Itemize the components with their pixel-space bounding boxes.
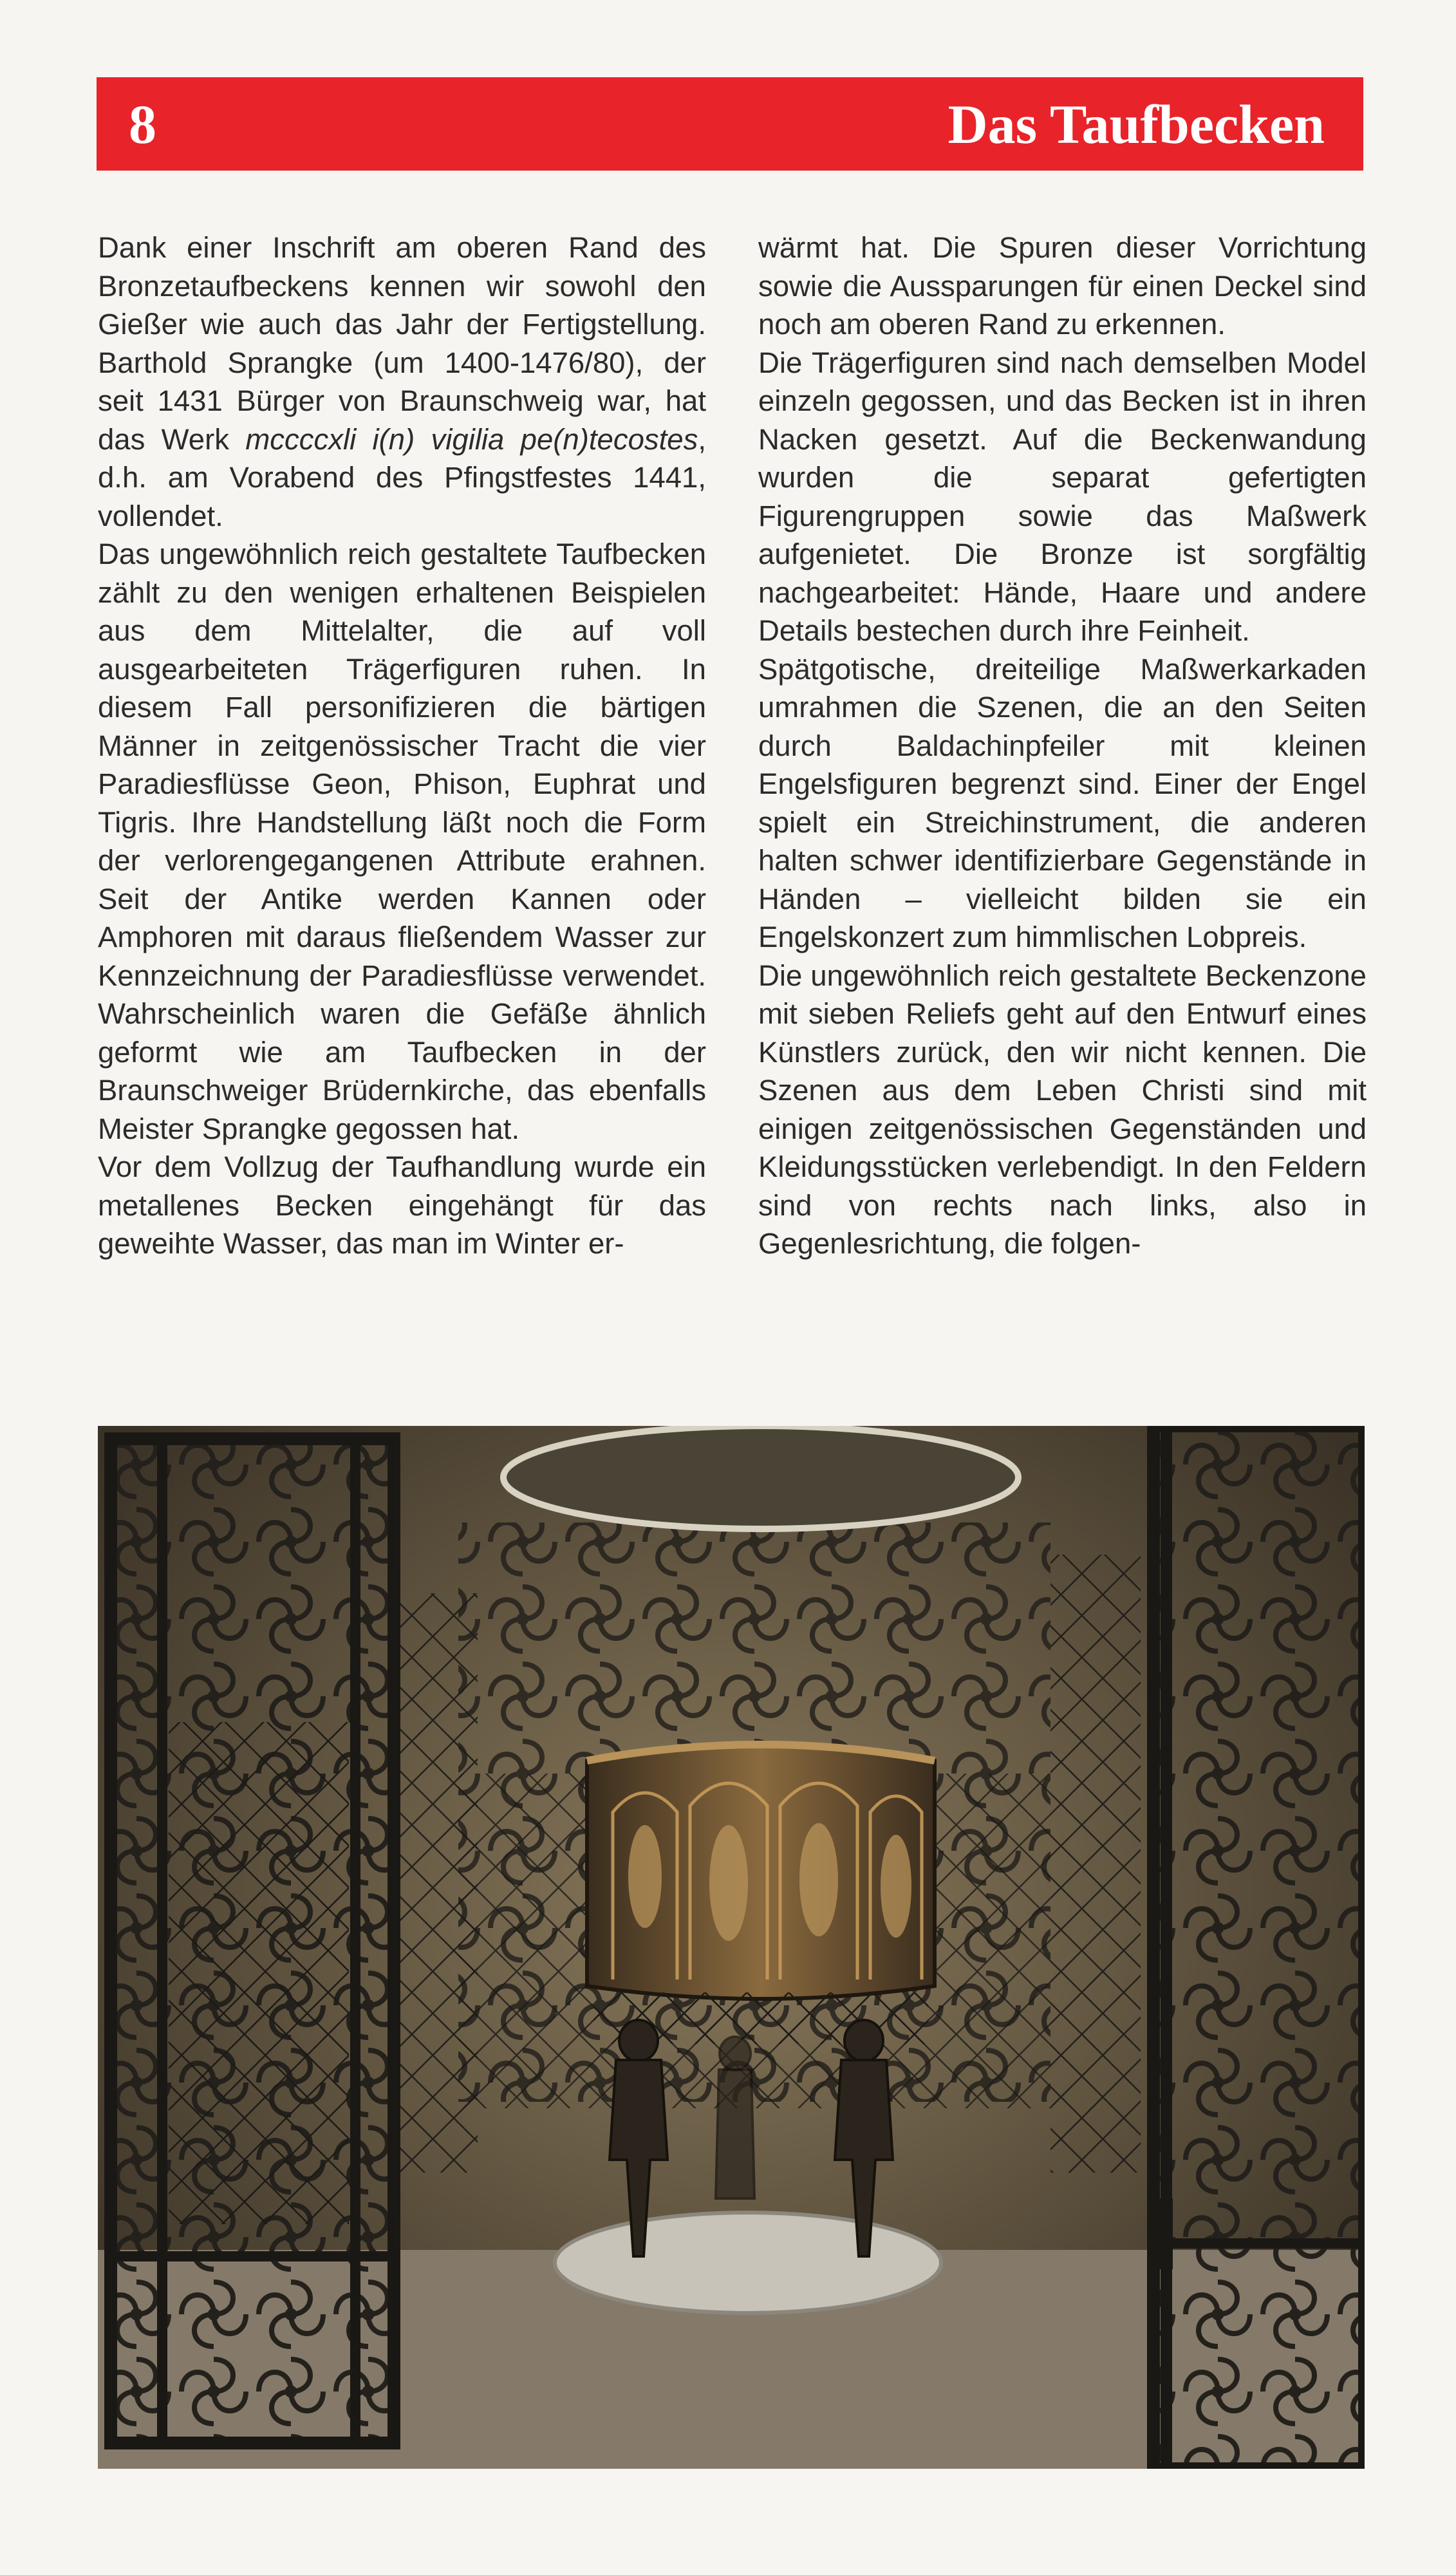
chapter-title: Das Taufbecken: [947, 93, 1325, 155]
inscription-text: mccccxli i(n) vigilia pe(n)tecostes: [245, 422, 698, 456]
text-column-right: [758, 229, 1367, 1263]
chapter-header: [97, 77, 1363, 171]
paragraph: Die ungewöhnlich reich gestaltete Beckenzone mit sieben Reliefs geht auf den Entwurf eines Künstlers zurück, den wir nicht kennen. Die Szenen aus dem Leben Christi sind mit einigen zeitgenössischen Gegenständen und Kleidungsstücken verlebendigt. In den Feldern sind von rechts nach links, also in Gegenlesrichtung, die folgen-: [758, 959, 1367, 1260]
paragraph-text: , d.h. am Vorabend des Pfingstfestes 1441, vollendet.: [98, 422, 706, 532]
page-number: 8: [129, 93, 156, 155]
paragraph: Vor dem Vollzug der Taufhandlung wurde ein metallenes Becken eingehängt für das geweihte Wasser, das man im Winter er-: [98, 1150, 706, 1260]
baptismal-font-photo: [98, 1426, 1365, 2469]
paragraph: [98, 229, 706, 535]
paragraph: Das ungewöhnlich reich gestaltete Taufbecken zählt zu den wenigen erhaltenen Beispielen aus dem Mittelalter, die auf voll ausgearbeiteten Trägerfiguren ruhen. In diesem Fall personifizieren die bärtigen Männer in zeitgenössischer Tracht die vier Paradiesflüsse Geon, Phison, Euphrat und Tigris. Ihre Handstellung läßt noch die Form der verlorengegangenen Attribute erahnen. Seit der Antike werden Kannen oder Amphoren mit daraus fließendem Wasser zur Kennzeichnung der Paradiesflüsse verwendet. Wahrscheinlich waren die Gefäße ähnlich geformt wie am Taufbecken in der Braunschweiger Brüdernkirche, das ebenfalls Meister Sprangke gegossen hat.: [98, 538, 706, 1145]
paragraph-text: Dank einer Inschrift am oberen Rand des Bronzetaufbeckens kennen wir sowohl den Gießer wie auch das Jahr der Fertigstellung. Barthold Sprangke (um 1400-1476/80), der seit 1431 Bürger von Braunschweig war, hat das Werk: [98, 231, 706, 456]
paragraph: Spätgotische, dreiteilige Maßwerkarkaden umrahmen die Szenen, die an den Seiten durch Baldachinpfeiler mit kleinen Engelsfiguren begrenzt sind. Einer der Engel spielt ein Streichinstrument, die anderen halten schwer identifizierbare Gegenstände in Händen – vielleicht bilden sie ein Engelskonzert zum himmlischen Lobpreis.: [758, 652, 1367, 953]
text-column-left: [98, 229, 706, 1263]
paragraph: Die Trägerfiguren sind nach demselben Model einzeln gegossen, und das Becken ist in ihren Nacken gesetzt. Auf die Beckenwandung wurden die separat gefertigten Figurengruppen sowie das Maßwerk aufgenietet. Die Bronze ist sorgfältig nachgearbeitet: Hände, Haare und andere Details bestechen durch ihre Feinheit.: [758, 346, 1367, 647]
paragraph: wärmt hat. Die Spuren dieser Vorrichtung sowie die Aussparungen für einen Deckel sind noch am oberen Rand zu erkennen.: [758, 231, 1367, 341]
